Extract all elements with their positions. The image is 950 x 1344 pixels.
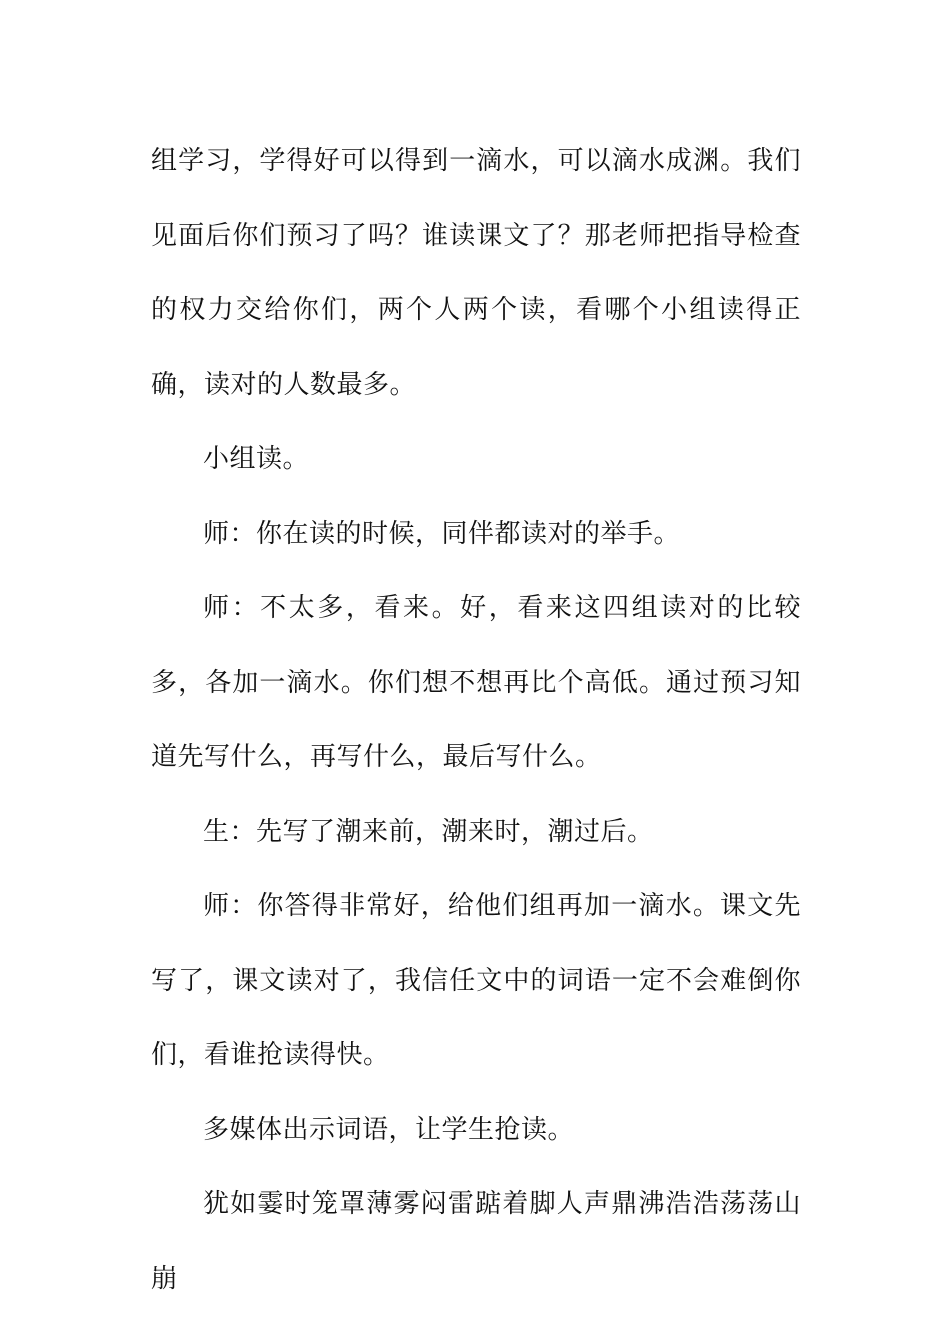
paragraph-1: 组学习，学得好可以得到一滴水，可以滴水成渊。我们见面后你们预习了吗？谁读课文了？那老师把指导检查的权力交给你们，两个人两个读，看哪个小组读得正确，读对的人数最多。 <box>151 146 801 400</box>
paragraph-3: 师：你在读的时候，同伴都读对的举手。 <box>203 518 681 549</box>
paragraph-7: 多媒体出示词语，让学生抢读。 <box>203 1114 575 1145</box>
paragraph-6: 师：你答得非常好，给他们组再加一滴水。课文先写了，课文读对了，我信任文中的词语一定不会难倒你们，看谁抢读得快。 <box>151 891 801 1070</box>
paragraph-2: 小组读。 <box>203 444 310 474</box>
paragraph-8: 犹如霎时笼罩薄雾闷雷踮着脚人声鼎沸浩浩荡荡山崩 <box>151 1189 801 1294</box>
paragraph-5: 生：先写了潮来前，潮来时，潮过后。 <box>203 816 654 847</box>
paragraph-4: 师：不太多，看来。好，看来这四组读对的比较多，各加一滴水。你们想不想再比个高低。通过预习知道先写什么，再写什么，最后写什么。 <box>151 593 801 772</box>
document-body <box>151 124 801 1316</box>
